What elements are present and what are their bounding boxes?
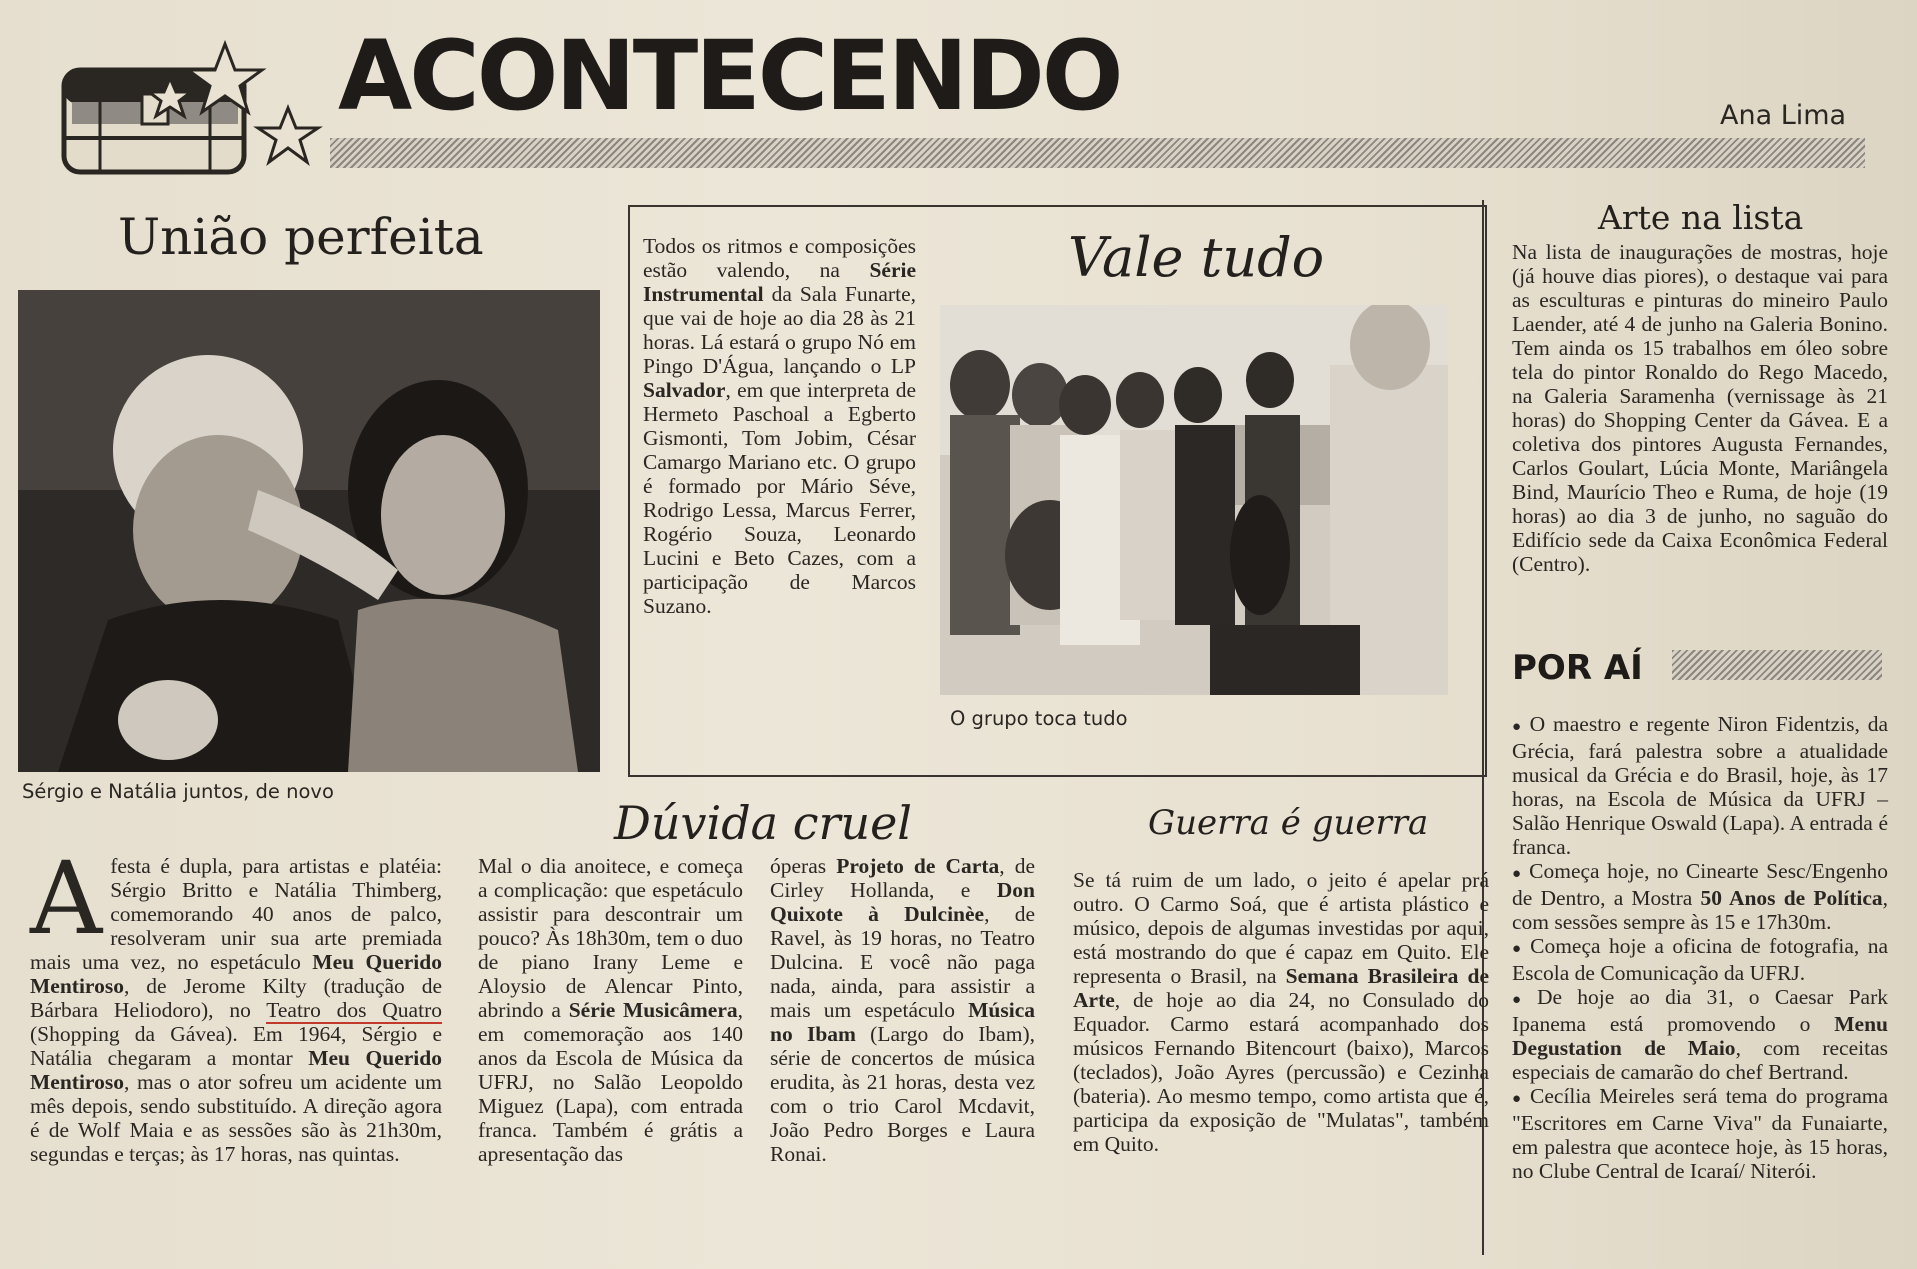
article-body-arte: Na lista de inaugurações de mostras, hoje (já houve dias piores), o destaque vai para as esculturas e pinturas do mineiro Paulo Laender, até 4 de junho na Galeria Bonino. Tem ainda os 15 trabalhos em óleo sobre tela do pintor Ronaldo do Rego Macedo, na Galeria Saramenha (vernissage às 21 horas) do Shopping Center da Gávea. E a coletiva dos pintores Augusta Fernandes, Carlos Goulart, Lúcia Monte, Mariângela Bind, Maurício Theo e Ruma, de hoje (19 horas) ao dia 3 de junho, no saguão do Edifício sede da Caixa Econômica Federal (Centro). [1512,240,1888,576]
photo-caption-vale-tudo: O grupo toca tudo [950,707,1128,730]
article-headline-arte: Arte na lista [1598,198,1804,237]
por-ai-hatch-bar [1672,650,1882,680]
article-body-vale-tudo: Todos os ritmos e composições estão valendo, na Série Instrumental da Sala Funarte, que vai de hoje ao dia 28 às 21 horas. Lá estará o grupo Nó em Pingo D'Água, lançando o LP Salvador, em que interpreta de Hermeto Paschoal a Egberto Gismonti, Tom Jobim, César Camargo Mariano etc. O grupo é formado por Mário Séve, Rodrigo Lessa, Marcus Ferrer, Rogério Souza, Leonardo Lucini e Beto Cazes, com a participação de Marcos Suzano. [643,234,916,618]
article-body-por-ai [1512,712,1888,1183]
list-item: ● Cecília Meireles será tema do programa "Escritores em Carne Viva" da Funaiarte, em palestra que acontece hoje, às 15 horas, no Clube Central de Icaraí/ Niterói. [1512,1084,1888,1183]
article-headline-guerra: Guerra é guerra [1148,803,1429,843]
article-headline-vale-tudo: Vale tudo [1068,226,1325,289]
article-body-guerra: Se tá ruim de um lado, o jeito é apelar prá outro. O Carmo Soá, que é artista plástico e músico, depois de algumas investidas por aqui, está mostrando do que é capaz em Quito. Ele representa o Brasil, na Semana Brasileira de Arte, de hoje ao dia 24, no Consulado do Equador. Carmo estará acompanhado dos músicos Fernando Bitencourt (baixo), Marcos (teclados), João Ayres (percussão) e Cezinha (bateria). Ao mesmo tempo, como artista que é, participa da exposição de "Mulatas", também em Quito. [1073,868,1490,1156]
list-item: ● O maestro e regente Niron Fidentzis, da Grécia, fará palestra sobre a atualidade musical da Grécia e do Brasil, hoje, às 17 horas, na Escola de Música da UFRJ – Salão Henrique Oswald (Lapa). A entrada é franca. [1512,712,1888,859]
section-title: ACONTECENDO [338,20,1121,132]
list-item: ● Começa hoje a oficina de fotografia, na Escola de Comunicação da UFRJ. [1512,934,1888,985]
article-body-duvida-col2: óperas Projeto de Carta, de Cirley Hollanda, e Don Quixote à Dulcinèe, de Ravel, às 19 horas, no Teatro Dulcina. E você não paga nada, ainda, para assistir a mais um espetáculo Música no Ibam (Largo do Ibam), série de concertos de música erudita, às 21 horas, desta vez com o trio Carol Mcdavit, João Pedro Borges e Laura Ronai. [770,854,1035,1166]
author-byline: Ana Lima [1720,100,1847,131]
article-body-duvida-col1: Mal o dia anoitece, e começa a complicação: que espetáculo assistir para descontrair um pouco? Às 18h30m, tem o duo de piano Irany Leme e Aloysio de Alencar Pinto, abrindo a Série Musicâmera, em comemoração aos 140 anos da Escola de Música da UFRJ, no Salão Leopoldo Miguez (Lapa), com entrada franca. Também é grátis a apresentação das [478,854,744,1166]
article-headline-uniao: União perfeita [118,208,484,266]
section-headline-por-ai: POR AÍ [1512,648,1643,688]
photo-sergio-natalia [18,290,600,772]
photo-grupo-musicos [940,305,1448,695]
article-body-uniao: A festa é dupla, para artistas e platéia: Sérgio Britto e Natália Thimberg, comemorando 40 anos de palco, resolveram unir sua arte premiada mais uma vez, no espetáculo Meu Querido Mentiroso, de Jerome Kilty (tradução de Bárbara Heliodoro), no Teatro dos Quatro (Shopping da Gávea). Em 1964, Sérgio e Natália chegaram a montar Meu Querido Mentiroso, mas o ator sofreu um acidente um mês depois, sendo substituído. A direção agora é de Wolf Maia e as sessões são às 21h30m, segundas e terças; às 17 horas, nas quintas. [30,840,442,1166]
photo-caption-uniao: Sérgio e Natália juntos, de novo [22,780,334,803]
list-item: ● Começa hoje, no Cinearte Sesc/Engenho de Dentro, a Mostra 50 Anos de Política, com sessões sempre às 15 e 17h30m. [1512,859,1888,934]
article-headline-duvida: Dúvida cruel [614,796,913,850]
drop-cap: A [30,840,103,957]
list-item: ● De hoje ao dia 31, o Caesar Park Ipanema está promovendo o Menu Degustation de Maio, com receitas especiais de camarão do chef Bertrand. [1512,985,1888,1084]
treasure-chest-stars-logo [50,30,335,180]
masthead-hatch-bar [330,138,1865,168]
